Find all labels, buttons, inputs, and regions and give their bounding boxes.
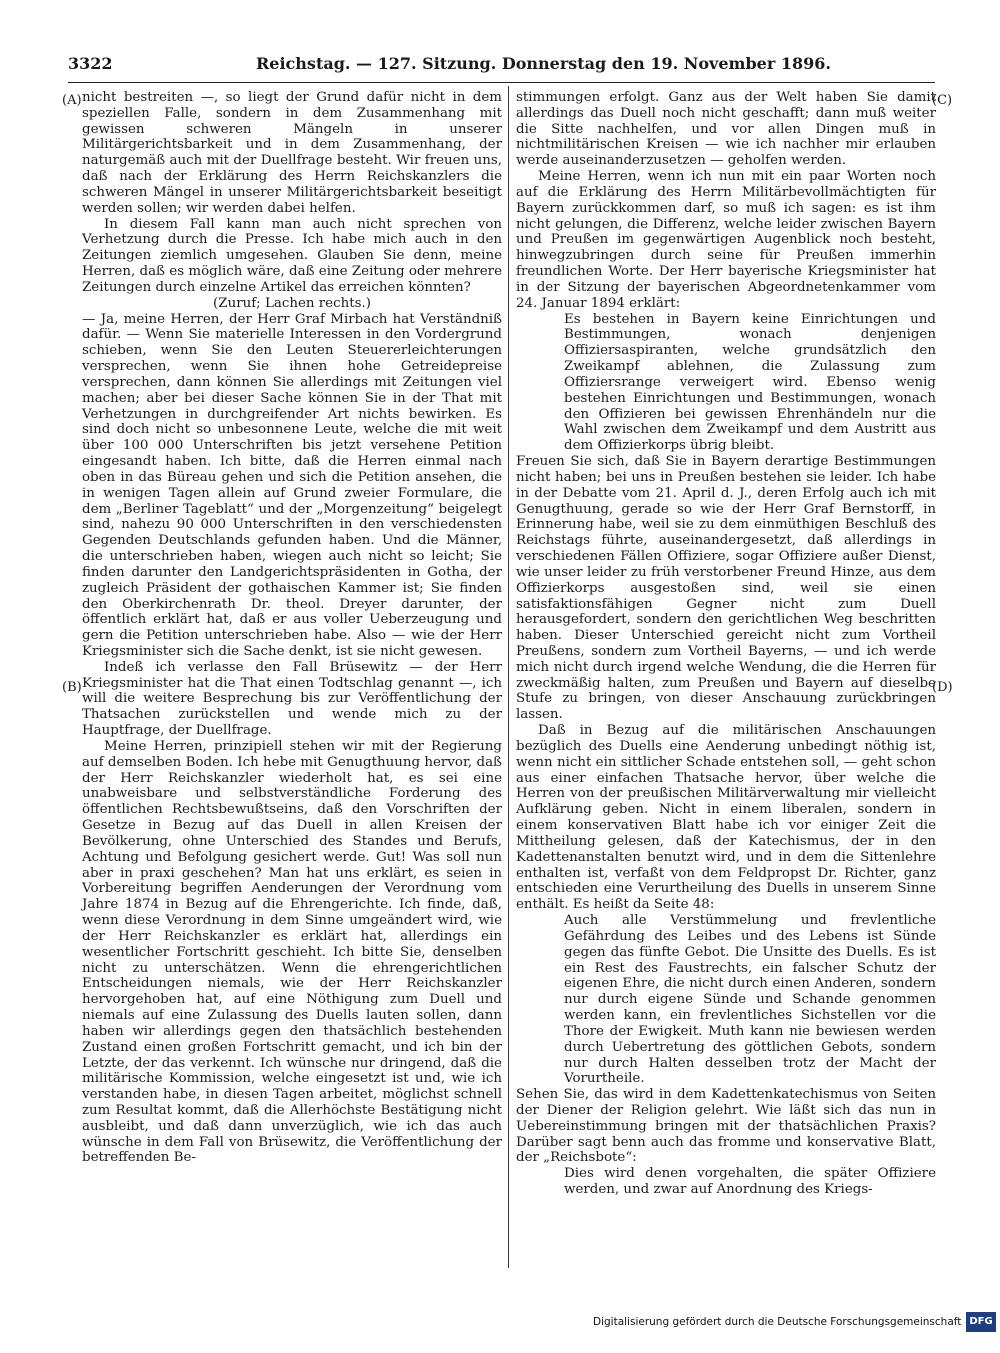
block-quote: Dies wird denen vorgehalten, die später Offiziere werden, und zwar auf Anordnung des Kriegs- bbox=[564, 1166, 936, 1198]
interjection: (Zuruf; Lachen rechts.) bbox=[213, 295, 371, 311]
paragraph: Meine Herren, wenn ich nun mit ein paar Worten noch auf die Erklärung des Herrn Militärbevollmächtigten für Bayern zurückkommen darf, so muß ich sagen: es ist ihm nicht gelungen, die Differenz, welche leider zwischen Bayern und Preußen im gegenwärtigen Augenblick noch besteht, hinwegzubringen durch seine für Preußen immerhin freundlichen Worte. Der Herr bayerische Kriegsminister hat in der Sitzung der bayerischen Abgeordnetenkammer vom 24. Januar 1894 erklärt: bbox=[516, 169, 936, 311]
right-column bbox=[516, 90, 936, 1198]
margin-marker-a: (A) bbox=[62, 93, 82, 108]
running-title: Reichstag. — 127. Sitzung. Donnerstag den 19. November 1896. bbox=[256, 54, 831, 73]
paragraph: Daß in Bezug auf die militärischen Anschauungen bezüglich des Duells eine Aenderung unbedingt nöthig ist, wenn nicht ein sittlicher Schade entstehen soll, — geht schon aus einer einfachen Thatsache hervor, über welche die Herren von der preußischen Militärverwaltung mir vielleicht Aufklärung geben. Nicht in einem liberalen, sondern in einem konservativen Blatt habe ich vor einiger Zeit die Mittheilung gelesen, daß der Katechismus, der in den Kadettenanstalten benutzt wird, und in dem die Sittenlehre enthalten ist, verfaßt von dem Feldpropst Dr. Richter, ganz entschieden eine Verurtheilung des Duells in unserem Sinne enthält. Es heißt da Seite 48: bbox=[516, 723, 936, 913]
paragraph: Indeß ich verlasse den Fall Brüsewitz — der Herr Kriegsminister hat die That einen Todtschlag genannt —, ich will die weitere Besprechung bis zur Veröffentlichung der Thatsachen zurückstellen und wende mich zu der Hauptfrage, der Duellfrage. bbox=[82, 659, 502, 739]
paragraph: — Ja, meine Herren, der Herr Graf Mirbach hat Verständniß dafür. — Wenn Sie materielle Interessen in den Vordergrund schieben, wenn Sie den Leuten Steuererleichterungen versprechen, wenn Sie ihnen hohe Getreidepreise versprechen, dann können Sie allerdings mit Zeitungen viel machen; aber bei dieser Sache können Sie in der That mit Verhetzungen in durchgreifender Art nichts bewirken. Es sind doch nicht so unbesonnene Leute, welche die mit weit über 100 000 Unterschriften bis jetzt versehene Petition eingesandt haben. Ich bitte, daß die Herren einmal nach oben in das Büreau gehen und sich die Petition ansehen, die in wenigen Tagen allein auf Grund zweier Formulare, die dem „Berliner Tageblatt“ und der „Morgenzeitung“ beigelegt sind, nahezu 90 000 Unterschriften in den verschiedensten Gegenden Deutschlands gefunden haben. Und die Männer, die unterschrieben haben, wiegen auch nicht so leicht; Sie finden darunter den Landgerichtspräsidenten in Gotha, der zugleich Präsident der gothaischen Kammer ist; Sie finden den Oberkirchenrath Dr. theol. Dreyer darunter, der öffentlich erklärt hat, daß er aus voller Ueberzeugung und gern die Petition unterschrieben habe. Also — wie der Herr Kriegsminister sich die Sache denkt, ist sie nicht gewesen. bbox=[82, 311, 502, 659]
header-rule bbox=[68, 82, 935, 83]
paragraph: Meine Herren, prinzipiell stehen wir mit der Regierung auf demselben Boden. Ich hebe mit Genugthuung hervor, daß der Herr Reichskanzler wiederholt hat, es sei eine unabweisbare und selbstverständliche Forderung des öffentlichen Rechtsbewußtseins, daß den Vorschriften der Gesetze in Bezug auf das Duell in allen Kreisen der Bevölkerung, ohne Unterschied des Standes und Berufs, Achtung und Befolgung gesichert werde. Gut! Was soll nun aber in praxi geschehen? Man hat uns erklärt, es seien in Vorbereitung begriffen Aenderungen der Verordnung vom Jahre 1874 in Bezug auf die Ehrengerichte. Ich finde, daß, wenn diese Verordnung in dem Sinne umgeändert wird, wie der Herr Reichskanzler es erklärt hat, allerdings ein wesentlicher Fortschritt geschieht. Ich bitte Sie, denselben nicht zu unterschätzen. Wenn die ehrengerichtlichen Entscheidungen niemals, wie der Herr Reichskanzler hervorgehoben hat, auf eine Nöthigung zum Duell und niemals auf eine Zulassung des Duells lauten sollen, dann haben wir allerdings gegen den thatsächlich bestehenden Zustand einen großen Fortschritt gemacht, und ich bin der Letzte, der das verkennt. Ich wünsche nur dringend, daß die militärische Kommission, welche eingesetzt ist und, wie ich verstanden habe, in diesen Tagen arbeitet, möglichst schnell zum Resultat kommt, daß die Allerhöchste Bestätigung nicht ausbleibt, und daß dann unverzüglich, wie ich das auch wünsche in dem Fall von Brüsewitz, die Veröffentlichung der betreffenden Be- bbox=[82, 738, 502, 1166]
left-column bbox=[82, 90, 502, 1166]
block-quote: Es bestehen in Bayern keine Einrichtungen und Bestimmungen, wonach denjenigen Offiziersaspiranten, welche grundsätzlich den Zweikampf ablehnen, die Zulassung zum Offiziersrange verweigert wird. Ebenso wenig bestehen Einrichtungen und Bestimmungen, wonach den Offizieren bei gewissen Ehrenhändeln nur die Wahl zwischen dem Zweikampf und dem Austritt aus dem Offizierkorps übrig bleibt. bbox=[564, 311, 936, 454]
margin-marker-b: (B) bbox=[62, 680, 82, 695]
page-number: 3322 bbox=[68, 54, 113, 73]
block-quote: Auch alle Verstümmelung und frevlentliche Gefährdung des Leibes und des Lebens ist Sünde gegen das fünfte Gebot. Die Unsitte des Duells. Es ist ein Rest des Faustrechts, ein falscher Schutz der eigenen Ehre, die nicht durch einen Anderen, sondern nur durch eigene Sünde und Schande genommen werden kann, ein frevlentliches Sichstellen vor die Thore der Ewigkeit. Muth kann nie bewiesen werden durch Uebertretung des göttlichen Gebots, sondern nur durch Halten desselben trotz der Macht der Vorurtheile. bbox=[564, 913, 936, 1087]
dfg-logo: DFG bbox=[966, 1312, 996, 1332]
digitization-credit: Digitalisierung gefördert durch die Deutsche Forschungsgemeinschaft bbox=[593, 1316, 962, 1328]
paragraph: Sehen Sie, das wird in dem Kadettenkatechismus von Seiten der Diener der Religion gelehrt. Wie läßt sich das nun in Uebereinstimmung bringen mit der thatsächlichen Praxis? Darüber sagt benn auch das fromme und konservative Blatt, der „Reichsbote“: bbox=[516, 1087, 936, 1166]
margin-marker-c: (C) bbox=[932, 93, 953, 108]
page-header bbox=[68, 50, 935, 80]
paragraph: stimmungen erfolgt. Ganz aus der Welt haben Sie damit allerdings das Duell noch nicht geschafft; dann muß weiter die Sitte nachhelfen, und vor allen Dingen muß in nichtmilitärischen Kreisen — wie ich nachher mir erlauben werde auseinanderzusetzen — geholfen werden. bbox=[516, 90, 936, 169]
column-divider bbox=[508, 86, 509, 1268]
paragraph: Freuen Sie sich, daß Sie in Bayern derartige Bestimmungen nicht haben; bei uns in Preußen bestehen sie leider. Ich habe in der Debatte vom 21. April d. J., deren Erfolg auch ich mit Genugthuung, gerade so wie der Herr Graf Bernstorff, in Erinnerung habe, weil sie zu dem einmüthigen Beschluß des Reichstags führte, auseinandergesetzt, daß allerdings in verschiedenen Fällen Offiziere, sogar Offiziere außer Dienst, wie unser leider zu früh verstorbener Freund Hinze, aus dem Offizierkorps ausgestoßen sind, weil sie einen satisfaktionsfähigen Gegner nicht zum Duell herausgefordert, sondern den gerichtlichen Weg beschritten haben. Dieser Unterschied gereicht nicht zum Vortheil Preußens, sondern zum Vortheil Bayerns, — und ich werde mich nicht durch irgend welche Wendung, die die Herren für zweckmäßig halten, zum Preußen und Bayern auf dieselbe Stufe zu bringen, von dieser Anschauung zurückbringen lassen. bbox=[516, 454, 936, 723]
paragraph: nicht bestreiten —, so liegt der Grund dafür nicht in dem speziellen Falle, sondern in dem Zusammenhang mit gewissen schweren Mängeln in unserer Militärgerichtsbarkeit und in dem Zusammenhang, der naturgemäß auch mit der Duellfrage besteht. Wir freuen uns, daß nach der Erklärung des Herrn Reichskanzlers die schweren Mängel in unserer Militärgerichtsbarkeit beseitigt werden sollen; wir werden dabei helfen. bbox=[82, 90, 502, 216]
paragraph: In diesem Fall kann man auch nicht sprechen von Verhetzung durch die Presse. Ich habe mich auch in den Zeitungen ziemlich umgesehen. Glauben Sie denn, meine Herren, daß es möglich wäre, daß eine Zeitung oder mehrere Zeitungen durch einzelne Artikel das erreichen könnten? bbox=[82, 216, 502, 295]
margin-marker-d: (D) bbox=[932, 680, 953, 695]
